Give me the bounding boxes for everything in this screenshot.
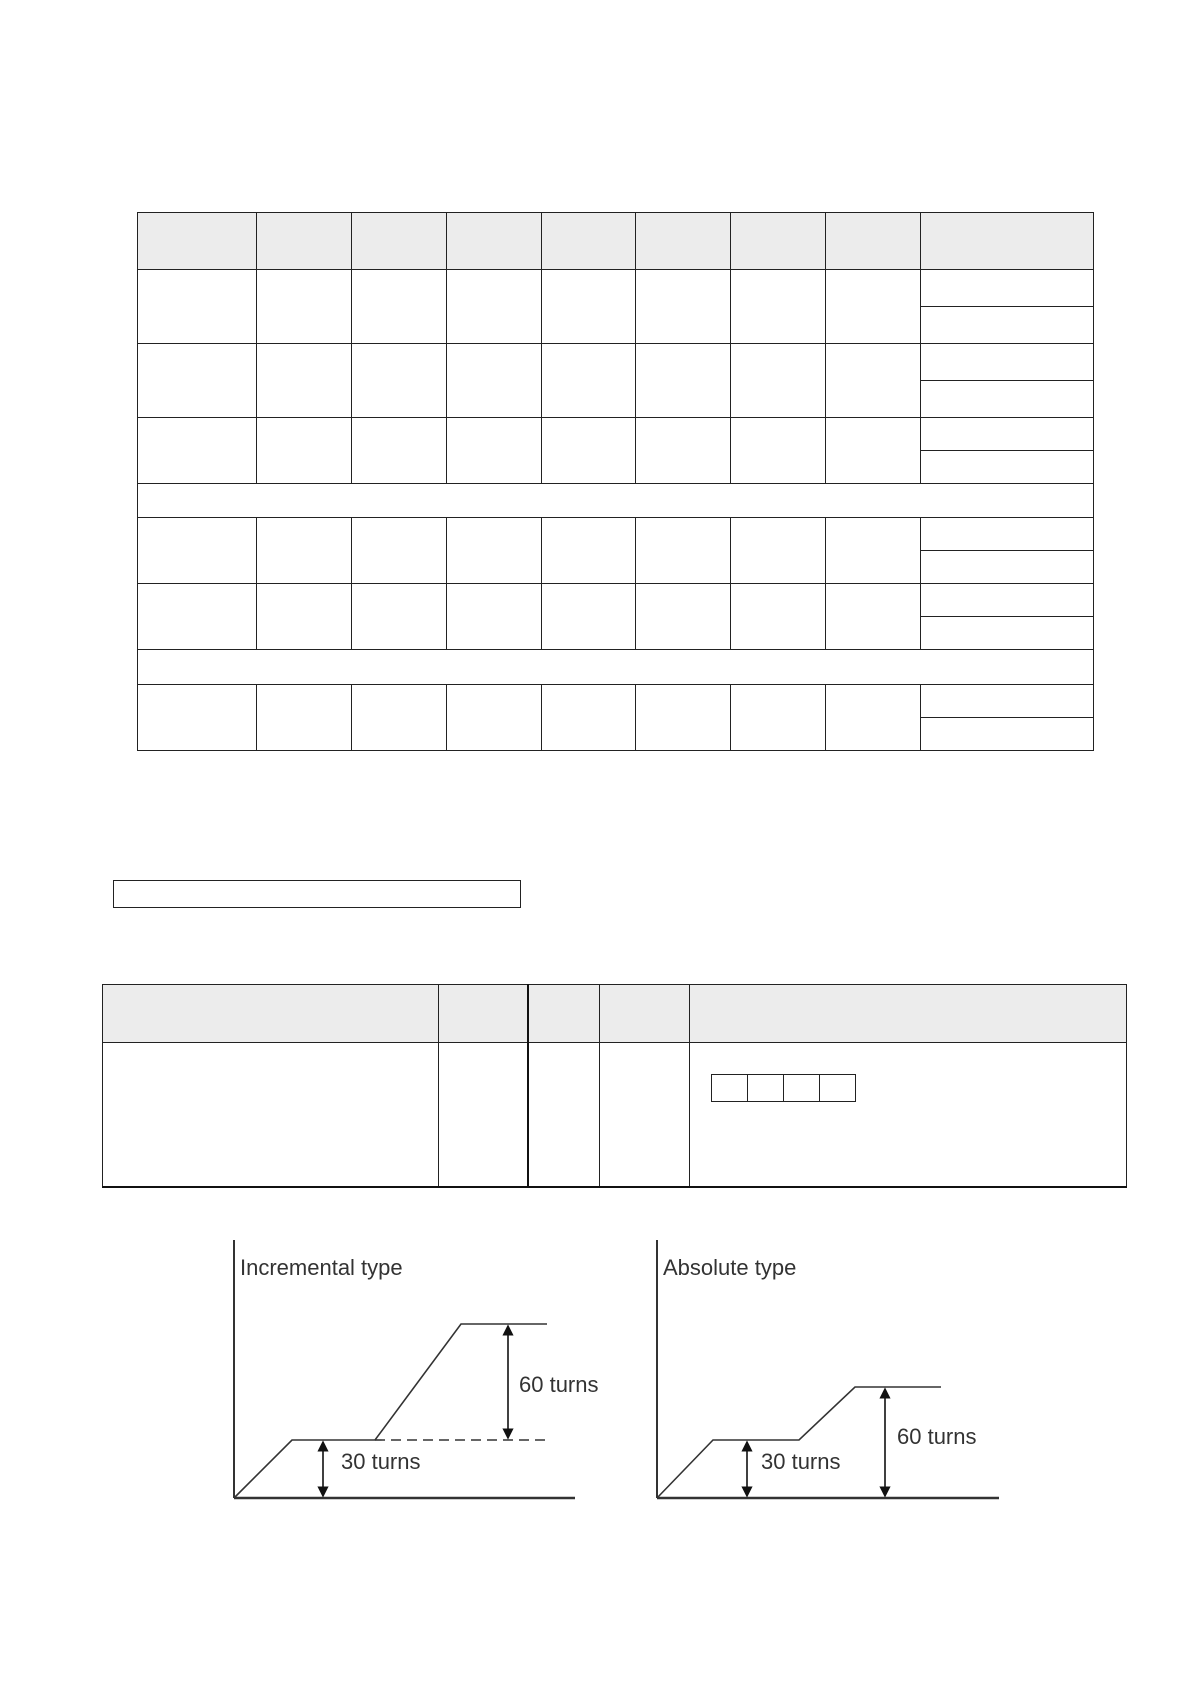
parameter-detail-table: [102, 984, 1127, 1188]
table-header-row: [138, 213, 1094, 270]
table-row: [138, 418, 1094, 451]
first-move-label: 30 turns: [761, 1449, 841, 1474]
second-move-label: 60 turns: [897, 1424, 977, 1449]
digit-cell: [712, 1075, 748, 1101]
digit-display-box: [711, 1074, 856, 1102]
diagram-title: Absolute type: [663, 1255, 797, 1280]
table-row: [138, 270, 1094, 307]
table-row: [103, 1043, 1127, 1187]
section-row: [138, 484, 1094, 518]
diagram-title: Incremental type: [240, 1255, 403, 1280]
second-move-label: 60 turns: [519, 1372, 599, 1397]
table-row: [138, 518, 1094, 551]
absolute-type-diagram: [649, 1240, 1009, 1510]
incremental-type-diagram: [225, 1240, 599, 1510]
table-row: [138, 584, 1094, 617]
digit-cell: [820, 1075, 855, 1101]
digit-cell: [748, 1075, 784, 1101]
digit-cell: [784, 1075, 820, 1101]
first-move-label: 30 turns: [341, 1449, 421, 1474]
table-header-row: [103, 985, 1127, 1043]
table-row: [138, 344, 1094, 381]
table-row: [138, 685, 1094, 718]
parameter-table: [137, 212, 1094, 751]
section-row: [138, 650, 1094, 685]
section-title-box: [113, 880, 521, 908]
